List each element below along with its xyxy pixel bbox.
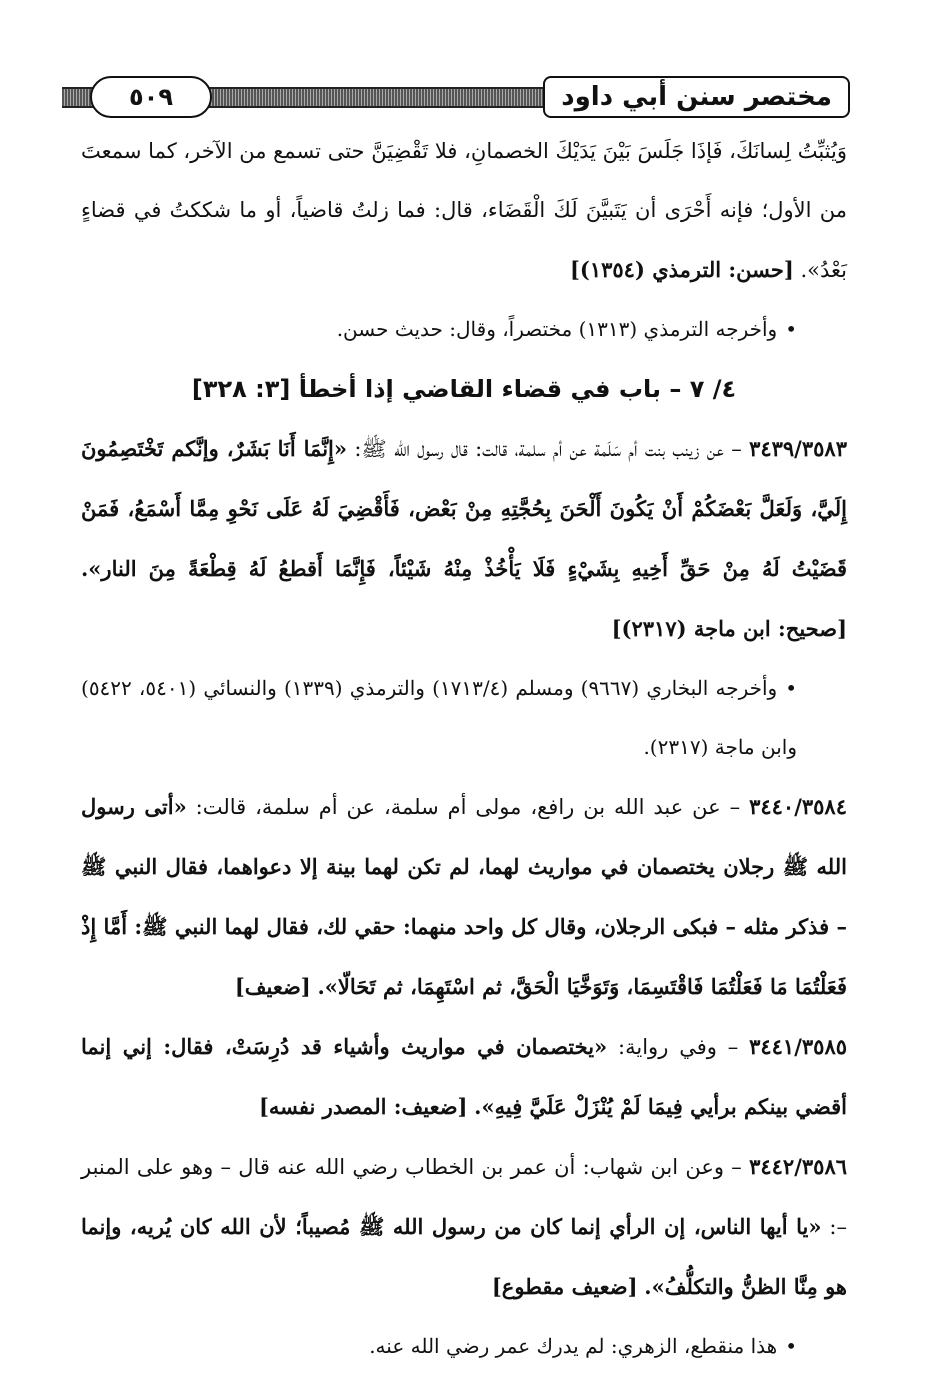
running-header xyxy=(62,74,850,120)
hadith-number: ٣٤٣٩/٣٥٨٣ xyxy=(749,436,847,461)
note-text: وأخرجه البخاري (٩٦٦٧) ومسلم (١٧١٣/٤) والترمذي (١٣٣٩) والنسائي (٥٤٠١، ٥٤٢٢) وابن ماجة (٢٣١٧). xyxy=(81,676,797,759)
hadith-number: ٣٤٤١/٣٥٨٥ xyxy=(749,1034,847,1059)
paragraph-continued xyxy=(81,122,847,300)
hadith-chain: – وفي رواية: xyxy=(618,1035,739,1059)
hadith-text: «يا أيها الناس، إن الرأي إنما كان من رسول الله ﷺ مُصيباً؛ لأن الله كان يُريه، وإنما هو مِنَّا الظنُّ والتكلُّفُ». xyxy=(81,1214,847,1299)
hadith-entry xyxy=(81,777,847,1017)
hadith-grade: [ضعيف: المصدر نفسه] xyxy=(258,1094,468,1119)
hadith-text: وَيُثبِّتُ لِسانَكَ، فَإذَا جَلَسَ بَيْنَ يَدَيْكَ الخصمانِ، فلا تَقْضِيَنَّ حتى تسمع من الآخر، كما سمعتَ من الأول؛ فإنه أَحْرَى أن يَتَبيَّنَ لَكَ الْقَضَاء، قال: فما زلتُ قاضياً، أو ما شككتُ في قضاءٍ بَعْدُ». xyxy=(81,139,847,282)
hadith-text: «إِنَّمَا أَنَا بَشَرٌ، وإنَّكم تَخْتَصِمُونَ إِلَيَّ، وَلَعَلَّ بَعْضَكُمْ أَنْ يَكُونَ أَلْحَنَ بِحُجَّتِهِ مِنْ بَعْض، فَأَقْضِيَ لَهُ عَلَى نَحْوِ مِمَّا أَسْمَعُ، فَمَنْ قَضَيْتُ لَهُ مِنْ حَقِّ أَخِيهِ بِشَيْءٍ فَلَا يَأْخُذْ مِنْهُ شَيْئاً، فَإِنَّمَا أَقطعُ لَهُ قِطْعَةً مِنَ النار». xyxy=(81,436,847,581)
takhrij-note xyxy=(81,300,847,359)
takhrij-note xyxy=(81,1317,847,1376)
hadith-chain: – عن زينب بنت أم سَلَمة عن أم سلمة، قالت: قال رسول الله ﷺ: xyxy=(354,437,742,461)
hadith-entry xyxy=(81,1137,847,1317)
bullet-icon: • xyxy=(785,676,798,700)
page-body xyxy=(81,122,847,1376)
hadith-entry xyxy=(81,419,847,659)
chapter-heading: ٤/ ٧ – باب في قضاء القاضي إذا أخطأ [٣: ٣٢٨] xyxy=(191,375,737,403)
note-text: وأخرجه الترمذي (١٣١٣) مختصراً، وقال: حديث حسن. xyxy=(336,317,778,341)
hadith-grade: [ضعيف] xyxy=(234,974,311,999)
note-text: هذا منقطع، الزهري: لم يدرك عمر رضي الله عنه. xyxy=(369,1334,778,1358)
hadith-grade: [صحيح: ابن ماجة (٢٣١٧)] xyxy=(611,616,847,641)
hadith-text: «يختصمان في مواريث وأشياء قد دُرِسَتْ، فقال: إني إنما أقضي بينكم برأيي فِيمَا لَمْ يُنْزَلْ عَلَيَّ فِيهِ». xyxy=(81,1034,847,1119)
hadith-text: «أتى رسول الله ﷺ رجلان يختصمان في مواريث لهما، لم تكن لهما بينة إلا دعواهما، فقال النبي ﷺ – فذكر مثله – فبكى الرجلان، وقال كل واحد منهما: حقي لك، فقال لهما النبي ﷺ: أَمَّا إِذْ فَعَلْتُمَا مَا فَعَلْتُمَا فَاقْتَسِمَا، وَتَوَخَّيَا الْحَقَّ، ثم اسْتَهِمَا، ثم تَحَالّا». xyxy=(81,794,847,999)
hadith-grade: [حسن: الترمذي (١٣٥٤)] xyxy=(569,257,794,282)
book-title: مختصر سنن أبي داود xyxy=(543,76,850,118)
takhrij-note xyxy=(81,659,847,777)
bullet-icon: • xyxy=(785,317,797,341)
hadith-chain: – عن عبد الله بن رافع، مولى أم سلمة، عن أم سلمة، قالت: xyxy=(195,795,741,819)
hadith-grade: [ضعيف مقطوع] xyxy=(491,1274,638,1299)
bullet-icon: • xyxy=(785,1334,797,1358)
hadith-number: ٣٤٤٠/٣٥٨٤ xyxy=(749,794,847,819)
hadith-chain: – وعن ابن شهاب: أن عمر بن الخطاب رضي الله عنه قال – وهو على المنبر –: xyxy=(81,1155,847,1239)
hadith-number: ٣٤٤٢/٣٥٨٦ xyxy=(749,1154,847,1179)
page-number: ٥٠٩ xyxy=(90,76,212,118)
hadith-entry xyxy=(81,1017,847,1137)
